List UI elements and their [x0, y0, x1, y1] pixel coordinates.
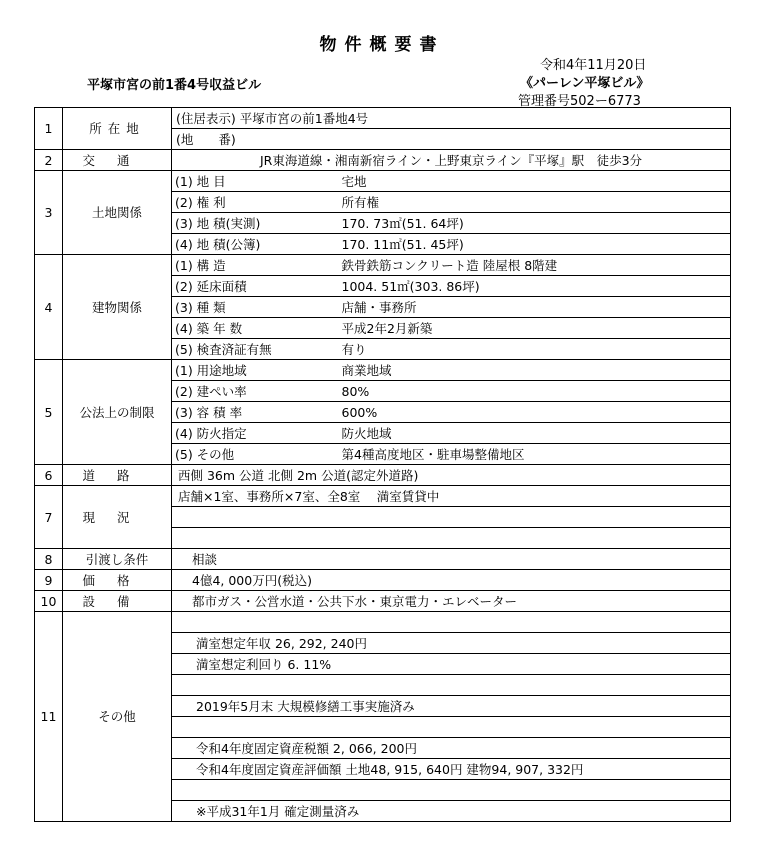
management-number: 管理番号502ー6773 [518, 94, 641, 109]
lot-number-label: (地 番) [176, 131, 236, 147]
address-display-label: (住居表示) [176, 110, 236, 126]
row-number: 4 [35, 255, 63, 360]
item-value: 平成2年2月新築 [336, 318, 731, 339]
item-value: 商業地域 [336, 360, 731, 381]
facilities-value: 都市ガス・公営水道・公共下水・東京電力・エレベーター [172, 591, 731, 612]
row-category: 交通 [63, 150, 172, 171]
table-row [35, 465, 731, 486]
row-category: 価格 [63, 570, 172, 591]
item-value: 1004. 51㎡(303. 86坪) [336, 276, 731, 297]
address-display [172, 108, 731, 129]
table-row [35, 591, 731, 612]
other-line: 2019年5月末 大規模修繕工事実施済み [172, 696, 731, 717]
row-number: 9 [35, 570, 63, 591]
status-line: 店舗×1室、事務所×7室、全8室 満室賃貸中 [172, 486, 731, 507]
other-line: 満室想定年収 26, 292, 240円 [172, 633, 731, 654]
table-row [35, 612, 731, 633]
item-label: (4) 防火指定 [172, 423, 336, 444]
item-label: (5) 検査済証有無 [172, 339, 336, 360]
row-number: 5 [35, 360, 63, 465]
item-value: 店舗・事務所 [336, 297, 731, 318]
item-label: (3) 地 積(実測) [172, 213, 336, 234]
row-number: 11 [35, 612, 63, 822]
document-date: 令和4年11月20日 [540, 58, 647, 73]
item-label: (4) 地 積(公簿) [172, 234, 336, 255]
lot-number [172, 129, 731, 150]
item-value: 80% [336, 381, 731, 402]
row-category: 所在地 [63, 108, 172, 150]
row-number: 10 [35, 591, 63, 612]
row-category: 公法上の制限 [63, 360, 172, 465]
row-number: 7 [35, 486, 63, 549]
row-category: 現況 [63, 486, 172, 549]
item-label: (2) 権 利 [172, 192, 336, 213]
property-summary-table [34, 107, 731, 822]
row-number: 2 [35, 150, 63, 171]
handover-value: 相談 [172, 549, 731, 570]
item-label: (2) 建ぺい率 [172, 381, 336, 402]
table-row [35, 549, 731, 570]
table-row [35, 486, 731, 507]
table-row [35, 150, 731, 171]
other-line: ※平成31年1月 確定測量済み [172, 801, 731, 822]
item-label: (1) 地 目 [172, 171, 336, 192]
item-label: (1) 用途地域 [172, 360, 336, 381]
item-label: (3) 種 類 [172, 297, 336, 318]
row-number: 1 [35, 108, 63, 150]
other-line: 令和4年度固定資産税額 2, 066, 200円 [172, 738, 731, 759]
item-value: 宅地 [336, 171, 731, 192]
item-value: 170. 11㎡(51. 45坪) [336, 234, 731, 255]
item-label: (1) 構 造 [172, 255, 336, 276]
item-value: 第4種高度地区・駐車場整備地区 [336, 444, 731, 465]
status-line [172, 528, 731, 549]
item-value: 鉄骨鉄筋コンクリート造 陸屋根 8階建 [336, 255, 731, 276]
row-category: 設備 [63, 591, 172, 612]
other-line [172, 717, 731, 738]
table-row [35, 360, 731, 381]
other-line: 満室想定利回り 6. 11% [172, 654, 731, 675]
other-line [172, 675, 731, 696]
row-number: 3 [35, 171, 63, 255]
item-value: 防火地域 [336, 423, 731, 444]
item-label: (3) 容 積 率 [172, 402, 336, 423]
row-number: 6 [35, 465, 63, 486]
row-number: 8 [35, 549, 63, 570]
row-category: 建物関係 [63, 255, 172, 360]
property-subject: 平塚市宮の前1番4号収益ビル [87, 78, 262, 93]
address-display-value: 平塚市宮の前1番地4号 [239, 110, 369, 126]
table-row [35, 570, 731, 591]
table-row [35, 171, 731, 192]
item-label: (2) 延床面積 [172, 276, 336, 297]
item-label: (4) 築 年 数 [172, 318, 336, 339]
transport-value: JR東海道線・湘南新宿ライン・上野東京ライン『平塚』駅 徒歩3分 [172, 150, 731, 171]
row-category: 土地関係 [63, 171, 172, 255]
row-category: 引渡し条件 [63, 549, 172, 570]
other-line [172, 612, 731, 633]
other-line: 令和4年度固定資産評価額 土地48, 915, 640円 建物94, 907, 332円 [172, 759, 731, 780]
road-value: 西側 36m 公道 北側 2m 公道(認定外道路) [172, 465, 731, 486]
price-value: 4億4, 000万円(税込) [172, 570, 731, 591]
item-value: 所有権 [336, 192, 731, 213]
item-value: 有り [336, 339, 731, 360]
item-label: (5) その他 [172, 444, 336, 465]
row-category: 道路 [63, 465, 172, 486]
table-row [35, 108, 731, 129]
status-line [172, 507, 731, 528]
table-row [35, 255, 731, 276]
item-value: 170. 73㎡(51. 64坪) [336, 213, 731, 234]
row-category: その他 [63, 612, 172, 822]
other-line [172, 780, 731, 801]
item-value: 600% [336, 402, 731, 423]
document-title: 物件概要書 [319, 35, 445, 55]
property-name: 《パーレン平塚ビル》 [520, 76, 650, 91]
